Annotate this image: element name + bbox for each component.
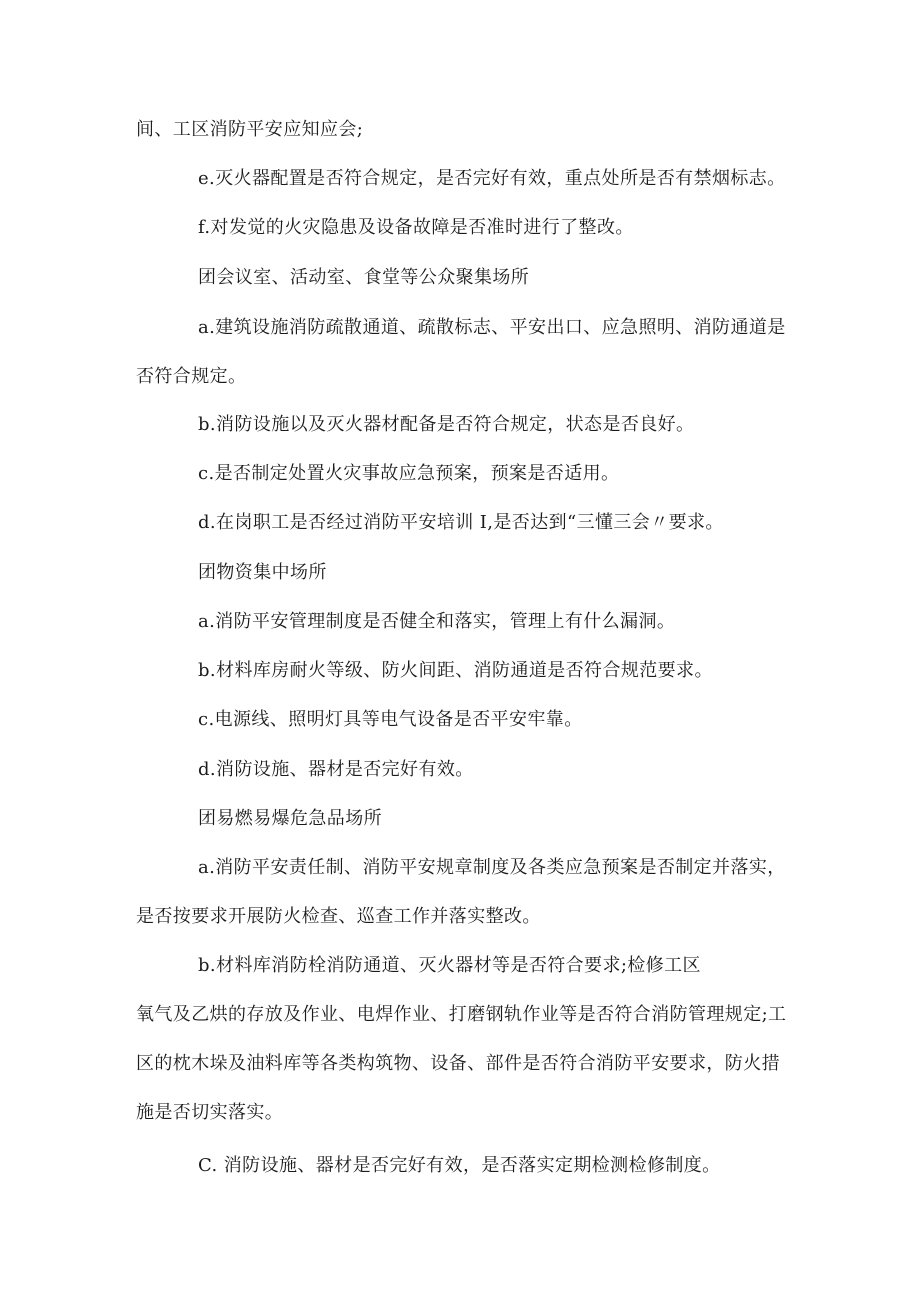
text-line: c.电源线、照明灯具等电气设备是否平安牢靠。 (198, 709, 583, 730)
section-heading: 团会议室、活动室、食堂等公众聚集场所 (198, 267, 530, 288)
text-line: 是否按要求开展防火检查、巡查工作并落实整改。 (136, 906, 541, 927)
text-line: 否符合规定。 (136, 366, 247, 387)
text-line: b.材料库消防栓消防通道、灭火器材等是否符合要求;检修工区 (198, 955, 701, 976)
text-line: c.是否制定处置火灾事故应急预案，预案是否适用。 (198, 463, 620, 484)
text-line: d.在岗职工是否经过消防平安培训 I,是否达到“三懂三会〃要求。 (198, 512, 724, 533)
text-line: f.对发觉的火灾隐患及设备故障是否准时进行了整改。 (198, 217, 634, 238)
text-line: e.灭火器配置是否符合规定，是否完好有效，重点处所是否有禁烟标志。 (198, 168, 786, 189)
text-line: 区的枕木垛及油料库等各类构筑物、设备、部件是否符合消防平安要求，防火措 (136, 1053, 780, 1074)
section-heading: 团易燃易爆危急品场所 (198, 808, 382, 829)
text-line: C. 消防设施、器材是否完好有效，是否落实定期检测检修制度。 (198, 1155, 721, 1176)
text-line: d.消防设施、器材是否完好有效。 (198, 759, 474, 780)
section-heading: 团物资集中场所 (198, 562, 327, 583)
text-line: 氧气及乙烘的存放及作业、电焊作业、打磨钢轨作业等是否符合消防管理规定;工 (136, 1004, 787, 1025)
text-line: b.消防设施以及灭火器材配备是否符合规定，状态是否良好。 (198, 414, 695, 435)
text-line: a.消防平安管理制度是否健全和落实，管理上有什么漏洞。 (198, 611, 676, 632)
text-line: a.消防平安责任制、消防平安规章制度及各类应急预案是否制定并落实， (198, 857, 786, 878)
text-line: 间、工区消防平安应知应会; (136, 119, 364, 140)
text-line: 施是否切实落实。 (136, 1102, 284, 1123)
text-line: a.建筑设施消防疏散通道、疏散标志、平安出口、应急照明、消防通道是 (198, 317, 786, 338)
text-line: b.材料库房耐火等级、防火间距、消防通道是否符合规范要求。 (198, 660, 713, 681)
